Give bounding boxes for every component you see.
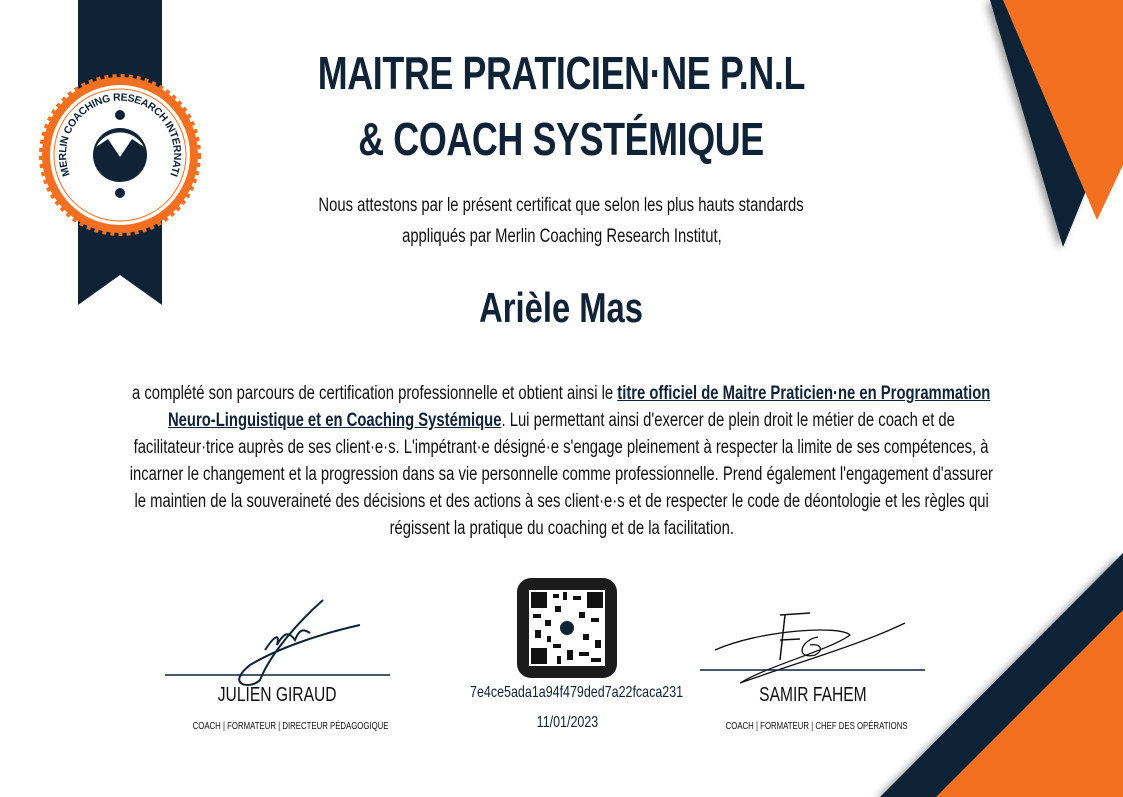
body-text: a complété son parcours de certification professionnelle et obtient ainsi le: [132, 383, 618, 404]
signatory-role-1: COACH | FORMATEUR | DIRECTEUR PÉDAGOGIQUE: [192, 721, 389, 732]
body-text: le maintien de la souveraineté des décisions et des actions à ses client·e·s et de respecter le code de déontologie et les règles qui: [134, 491, 989, 512]
certificate-title-line2: & COACH SYSTÉMIQUE: [358, 113, 765, 165]
qr-code-icon: [517, 578, 617, 678]
issue-date: 11/01/2023: [536, 714, 599, 731]
svg-text:MERLIN COACHING RESEARCH INTER: MERLIN COACHING RESEARCH INTERNATI: [56, 91, 184, 178]
intro-line2: appliqués par Merlin Coaching Research Institut,: [401, 226, 722, 247]
body-text: régissent la pratique du coaching et de la facilitation.: [389, 518, 734, 539]
body-text: incarner le changement et la progression dans sa vie personnelle comme professionnelle. Prend également l'engagement d'assurer: [129, 464, 994, 485]
body-text: . Lui permettant ainsi d'exercer de plein droit le métier de coach et de: [501, 410, 955, 431]
title-link-cont: Neuro-Linguistique et en Coaching Systémique: [168, 410, 502, 431]
certificate-title-line1: MAITRE PRATICIEN·NE P.N.L: [317, 47, 806, 99]
certification-body: [0, 383, 1123, 545]
signatory-name-1: JULIEN GIRAUD: [218, 684, 337, 706]
verification-qr-code[interactable]: [517, 578, 617, 678]
signature-julien-giraud: [165, 595, 390, 690]
signature-samir-fahem: [700, 605, 925, 690]
title-link: titre officiel de Maitre Praticien·ne en Programmation: [617, 383, 991, 404]
signatory-name-2: SAMIR FAHEM: [758, 684, 867, 706]
intro-line1: Nous attestons par le présent certificat que selon les plus hauts standards: [318, 195, 805, 216]
verification-hash: 7e4ce5ada1a94f479ded7a22fcaca231: [470, 684, 684, 701]
body-text: facilitateur·trice auprès de ses client·e·s. L'impétrant·e désigné·e s'engage pleinement à respecter la limite de ses compétences, à: [134, 437, 989, 458]
signatory-role-2: COACH | FORMATEUR | CHEF DES OPÉRATIONS: [725, 721, 908, 732]
recipient-name: Arièle Mas: [479, 284, 644, 331]
